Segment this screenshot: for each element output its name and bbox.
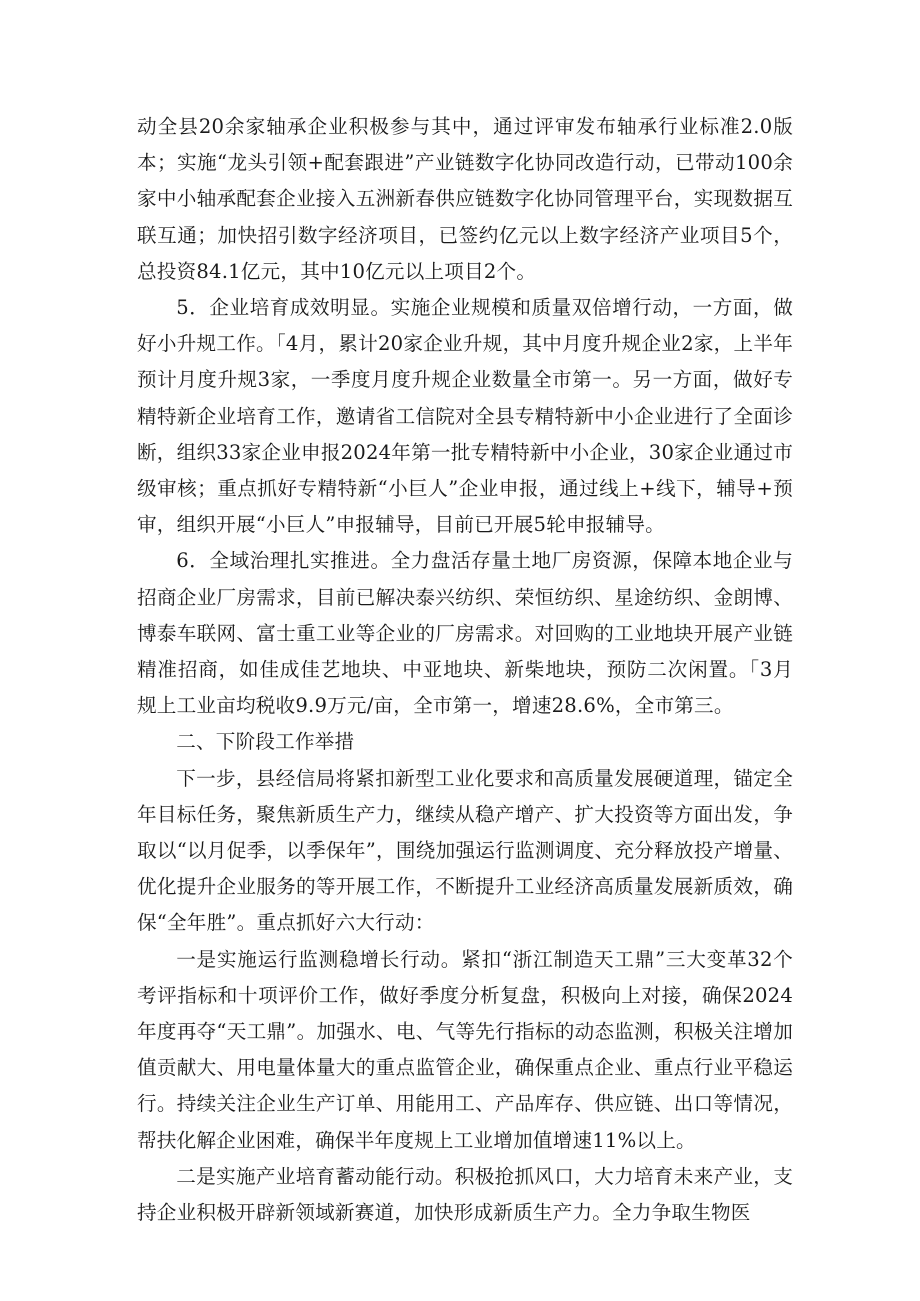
paragraph-continuation: 动全县20余家轴承企业积极参与其中，通过评审发布轴承行业标准2.0版本；实施“龙头引领+配套跟进”产业链数字化协同改造行动，已带动100余家中小轴承配套企业接入五洲新春供应链数字化协同管理平台，实现数据互联互通；加快招引数字经济项目，已签约亿元以上数字经济产业项目5个，总投资84.1亿元，其中10亿元以上项目2个。 <box>137 115 793 283</box>
paragraph-action-two: 二是实施产业培育蓄动能行动。积极抢抓风口，大力培育未来产业，支持企业积极开辟新领域新赛道，加快形成新质生产力。全力争取生物医 <box>137 1164 793 1225</box>
paragraph-item-6: 6．全域治理扎实推进。全力盘活存量土地厂房资源，保障本地企业与招商企业厂房需求，目前已解决泰兴纺织、荣恒纺织、星途纺织、金朗博、博泰车联网、富士重工业等企业的厂房需求。对回购的工业地块开展产业链精准招商，如佳成佳艺地块、中亚地块、新柴地块，预防二次闲置。「3月规上工业亩均税收9.9万元/亩，全市第一，增速28.6%，全市第三。 <box>137 549 793 718</box>
document-body <box>137 109 793 1231</box>
paragraph-next-steps-intro: 下一步，县经信局将紧扣新型工业化要求和高质量发展硬道理，锚定全年目标任务，聚焦新质生产力，继续从稳产增产、扩大投资等方面出发，争取以“以月促季，以季保年”，围绕加强运行监测调度、充分释放投产增量、优化提升企业服务的等开展工作，不断提升工业经济高质量发展新质效，确保“全年胜”。重点抓好六大行动： <box>137 766 793 935</box>
section-heading-next-steps: 二、下阶段工作举措 <box>176 730 355 754</box>
paragraph-item-5: 5．企业培育成效明显。实施企业规模和质量双倍增行动，一方面，做好小升规工作。「4月，累计20家企业升规，其中月度升规企业2家，上半年预计月度升规3家，一季度月度升规企业数量全市第一。另一方面，做好专精特新企业培育工作，邀请省工信院对全县专精特新中小企业进行了全面诊断，组织33家企业申报2024年第一批专精特新中小企业，30家企业通过市级审核；重点抓好专精特新“小巨人”企业申报，通过线上+线下，辅导+预审，组织开展“小巨人”申报辅导，目前已开展5轮申报辅导。 <box>137 296 793 537</box>
paragraph-action-one: 一是实施运行监测稳增长行动。紧扣“浙江制造天工鼎”三大变革32个考评指标和十项评价工作，做好季度分析复盘，积极向上对接，确保2024年度再夺“天工鼎”。加强水、电、气等先行指标的动态监测，积极关注增加值贡献大、用电量体量大的重点监管企业，确保重点企业、重点行业平稳运行。持续关注企业生产订单、用能用工、产品库存、供应链、出口等情况，帮扶化解企业困难，确保半年度规上工业增加值增速11%以上。 <box>137 947 793 1152</box>
